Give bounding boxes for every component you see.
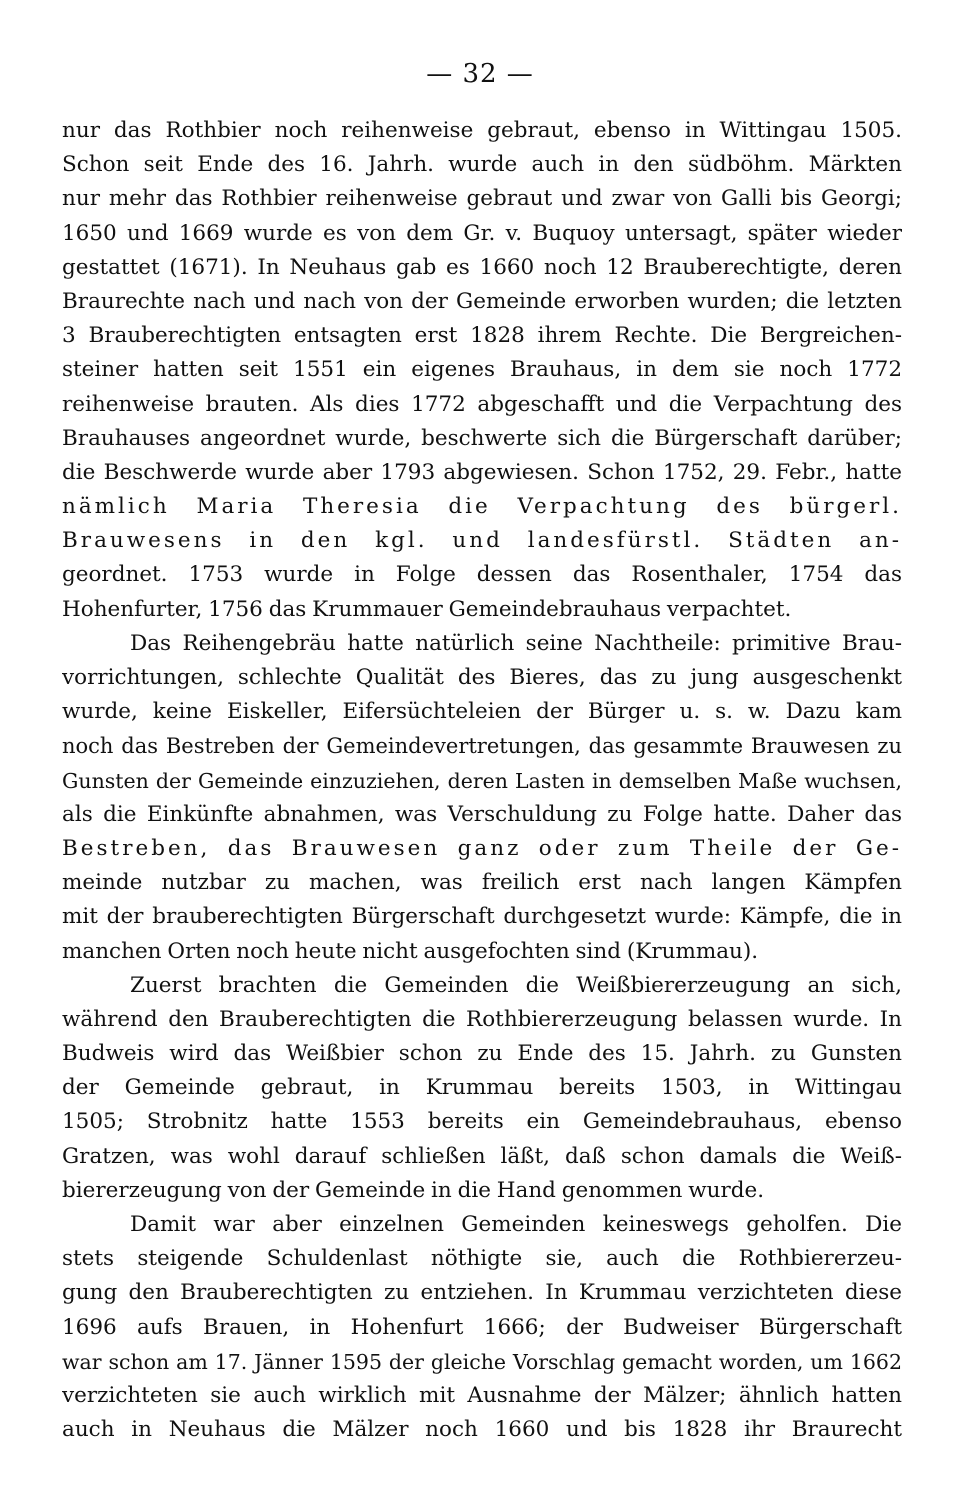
- text-line: Budweis wird das Weißbier schon zu Ende des 15. Jahrh. zu Gunsten: [62, 1041, 902, 1067]
- text-line: 1650 und 1669 wurde es von dem Gr. v. Buquoy untersagt, später wieder: [62, 220, 902, 246]
- text-line: mit der brauberechtigten Bürgerschaft durchgesetzt wurde: Kämpfe, die in: [62, 904, 902, 930]
- text-line: steiner hatten seit 1551 ein eigenes Brauhaus, in dem sie noch 1772: [62, 357, 902, 383]
- text-line: verzichteten sie auch wirklich mit Ausnahme der Mälzer; ähnlich hatten: [62, 1382, 902, 1408]
- text-line: Gratzen, was wohl darauf schließen läßt, daß schon damals die Weiß-: [62, 1143, 902, 1169]
- text-line: der Gemeinde gebraut, in Krummau bereits 1503, in Wittingau: [62, 1075, 902, 1101]
- text-line: als die Einkünfte abnahmen, was Verschuldung zu Folge hatte. Daher das: [62, 801, 902, 827]
- text-line: auch in Neuhaus die Mälzer noch 1660 und bis 1828 ihr Braurecht: [62, 1417, 902, 1443]
- body-text: [62, 114, 902, 1447]
- text-line: Braurechte nach und nach von der Gemeinde erworben wurden; die letzten: [62, 288, 902, 314]
- text-line: gestattet (1671). In Neuhaus gab es 1660 noch 12 Brauberechtigte, deren: [62, 254, 902, 280]
- text-line: Bestreben, das Brauwesen ganz oder zum Theile der Ge-: [62, 835, 902, 861]
- text-line: während den Brauberechtigten die Rothbiererzeugung belassen wurde. In: [62, 1006, 902, 1032]
- text-line: Gunsten der Gemeinde einzuziehen, deren Lasten in demselben Maße wuchsen,: [62, 768, 902, 793]
- paragraph-end-line: Hohenfurter, 1756 das Krummauer Gemeindebrauhaus verpachtet.: [62, 596, 792, 622]
- paragraph-start-line: Damit war aber einzelnen Gemeinden keineswegs geholfen. Die: [130, 1212, 902, 1237]
- text-line: nämlich Maria Theresia die Verpachtung des bürgerl.: [62, 494, 902, 520]
- text-line: die Beschwerde wurde aber 1793 abgewiesen. Schon 1752, 29. Febr., hatte: [62, 459, 902, 485]
- page-number: — 32 —: [426, 59, 534, 89]
- text-line: stets steigende Schuldenlast nöthigte sie, auch die Rothbiererzeu-: [62, 1246, 902, 1272]
- text-line: Schon seit Ende des 16. Jahrh. wurde auch in den südböhm. Märkten: [62, 152, 902, 178]
- text-line: vorrichtungen, schlechte Qualität des Bieres, das zu jung ausgeschenkt: [62, 665, 902, 690]
- paragraph-end-line: manchen Orten noch heute nicht ausgefochten sind (Krummau).: [62, 938, 759, 964]
- paragraph-end-line: biererzeugung von der Gemeinde in die Hand genommen wurde.: [62, 1177, 765, 1203]
- text-line: war schon am 17. Jänner 1595 der gleiche Vorschlag gemacht worden, um 1662: [62, 1349, 902, 1374]
- text-line: reihenweise brauten. Als dies 1772 abgeschafft und die Verpachtung des: [62, 391, 902, 417]
- text-line: 1696 aufs Brauen, in Hohenfurt 1666; der Budweiser Bürgerschaft: [62, 1314, 902, 1340]
- text-line: geordnet. 1753 wurde in Folge dessen das Rosenthaler, 1754 das: [62, 562, 902, 588]
- text-line: meinde nutzbar zu machen, was freilich erst nach langen Kämpfen: [62, 870, 902, 896]
- text-line: 3 Brauberechtigten entsagten erst 1828 ihrem Rechte. Die Bergreichen-: [62, 323, 902, 349]
- text-line: 1505; Strobnitz hatte 1553 bereits ein Gemeindebrauhaus, ebenso: [62, 1109, 902, 1135]
- text-line: wurde, keine Eiskeller, Eifersüchteleien der Bürger u. s. w. Dazu kam: [62, 699, 902, 725]
- text-line: gung den Brauberechtigten zu entziehen. In Krummau verzichteten diese: [62, 1280, 902, 1306]
- text-line: nur das Rothbier noch reihenweise gebraut, ebenso in Wittingau 1505.: [62, 118, 902, 143]
- paragraph-start-line: Das Reihengebräu hatte natürlich seine Nachtheile: primitive Brau-: [130, 630, 902, 656]
- paragraph-start-line: Zuerst brachten die Gemeinden die Weißbiererzeugung an sich,: [130, 972, 902, 998]
- text-line: Brauwesens in den kgl. und landesfürstl. Städten an-: [62, 528, 902, 554]
- text-line: Brauhauses angeordnet wurde, beschwerte sich die Bürgerschaft darüber;: [62, 425, 902, 451]
- text-line: nur mehr das Rothbier reihenweise gebraut und zwar von Galli bis Georgi;: [62, 186, 902, 212]
- text-line: noch das Bestreben der Gemeindevertretungen, das gesammte Brauwesen zu: [62, 734, 902, 759]
